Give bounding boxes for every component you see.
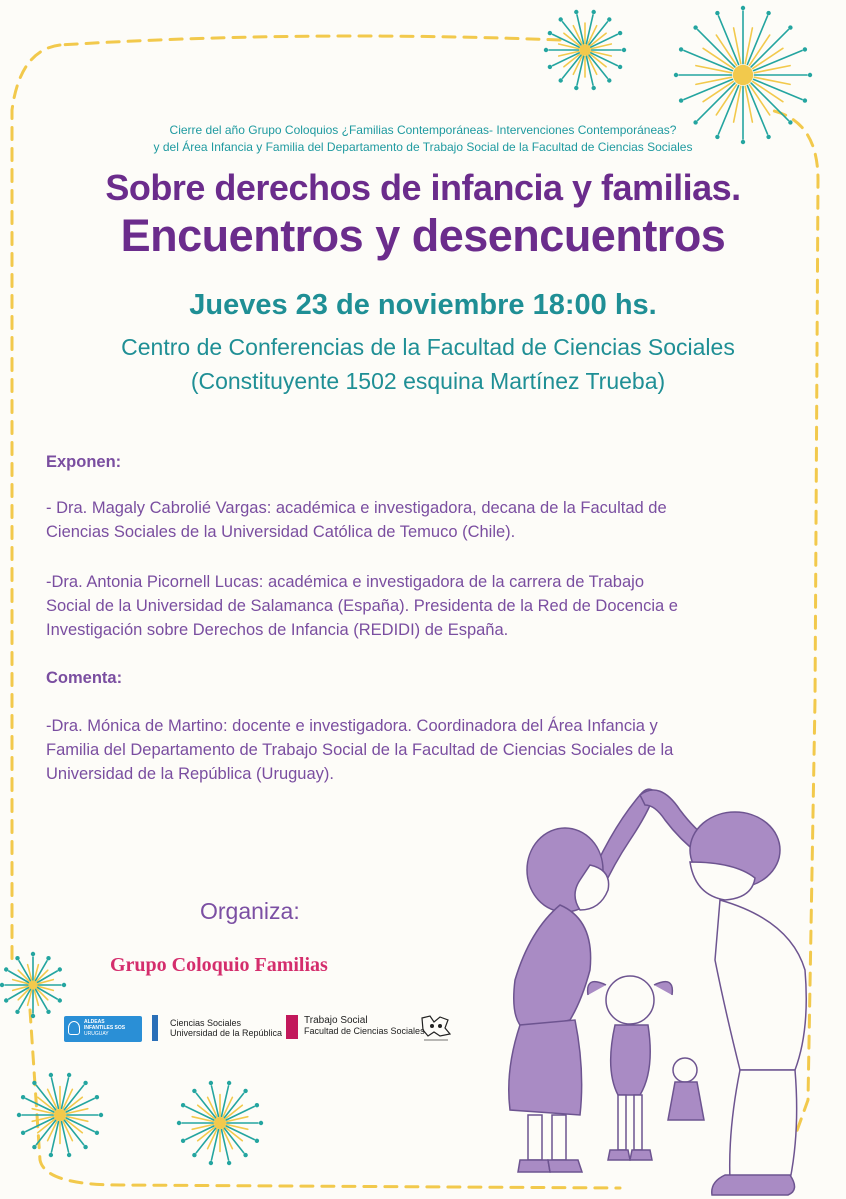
firework-dot [255,1139,259,1143]
commentator-heading: Comenta: [46,669,123,687]
firework-ray [754,66,790,73]
firework-dot [674,73,678,77]
firework-ray [734,28,741,64]
speakers-heading: Exponen: [46,453,122,471]
firework-dot [209,1161,213,1165]
firework-dot [21,1131,25,1135]
firework-dot [4,967,8,971]
title-line-2: Encuentros y desencuentros [120,210,726,261]
ts-line-1: Trabajo Social [304,1015,368,1026]
firework-decoration-bottom-left [15,1070,105,1160]
firework-dot [58,967,62,971]
speaker-2-line-1: -Dra. Antonia Picornell Lucas: académica e investigadora de la carrera de Trabajo [46,573,644,591]
firework-dot [766,11,770,15]
firework-dot [0,983,4,987]
firework-dot [58,998,62,1002]
cs-logo-bar [152,1015,158,1041]
firework-dot [548,31,552,35]
firework-dot [808,73,812,77]
firework-dot [181,1103,185,1107]
firework-ray [696,77,732,84]
ts-line-2: Facultad de Ciencias Sociales [304,1026,425,1036]
firework-center [579,44,591,56]
firework-dot [618,65,622,69]
firework-dot [46,956,50,960]
firework-dot [803,47,807,51]
firework-dot [227,1161,231,1165]
speaker-1-line-1: - Dra. Magaly Cabrolié Vargas: académica e investigadora, decana de la Facultad de [46,499,667,517]
firework-dot [67,1153,71,1157]
firework-center [214,1117,226,1129]
coloquio-logo [420,1014,452,1042]
firework-dot [31,952,35,956]
aldeas-sos-logo [64,1016,142,1042]
firework-dot [618,31,622,35]
aldeas-line-2: INFANTILES SOS [84,1025,126,1031]
firework-dot [693,25,697,29]
firework-ray [745,86,752,122]
firework-dot [255,1103,259,1107]
organizer-label: Organiza: [200,898,300,924]
firework-ray [734,86,741,122]
trabajo-social-logo [304,1016,425,1036]
firework-dot [15,1010,19,1014]
firework-dot [592,10,596,14]
firework-dot [4,998,8,1002]
firework-decoration-left [0,950,70,1020]
firework-dot [31,1014,35,1018]
firework-dot [679,47,683,51]
aldeas-line-1: ALDEAS [84,1019,105,1025]
firework-dot [259,1121,263,1125]
firework-center [54,1109,66,1121]
speaker-1-line-2: Ciencias Sociales de la Universidad Católica de Temuco (Chile). [46,523,516,541]
commentator-line-3: Universidad de la República (Uruguay). [46,765,334,783]
firework-dot [679,98,683,102]
organizer-name: Grupo Coloquio Familias [110,954,328,976]
ciencias-sociales-logo [170,1018,282,1038]
firework-dot [544,48,548,52]
firework-dot [67,1073,71,1077]
event-date: Jueves 23 de noviembre 18:00 hs. [189,289,657,321]
event-address: (Constituyente 1502 esquina Martínez Trueba) [190,368,666,394]
commentator-line-1: -Dra. Mónica de Martino: docente e investigadora. Coordinadora del Área Infancia y [46,717,658,735]
firework-dot [607,17,611,21]
firework-dot [243,1153,247,1157]
firework-dot [741,6,745,10]
event-venue: Centro de Conferencias de la Facultad de Ciencias Sociales [121,334,735,360]
firework-dot [574,86,578,90]
firework-dot [548,65,552,69]
firework-dot [243,1089,247,1093]
firework-dot [15,956,19,960]
firework-dot [192,1153,196,1157]
firework-dot [788,25,792,29]
firework-decoration-top [540,5,630,95]
firework-decoration-bottom [175,1078,265,1168]
intro-line-2: y del Área Infancia y Familia del Departamento de Trabajo Social de la Facultad de Ciencias Sociales [153,140,693,154]
firework-ray [745,28,752,64]
firework-dot [227,1081,231,1085]
firework-dot [559,78,563,82]
speaker-2-line-2: Social de la Universidad de Salamanca (España). Presidenta de la Red de Docencia e [46,597,678,615]
firework-dot [192,1089,196,1093]
speaker-2-line-3: Investigación sobre Derechos de Infancia (REDIDI) de España. [46,621,509,639]
intro-line-1: Cierre del año Grupo Coloquios ¿Familias Contemporáneas- Intervenciones Contemporáneas? [169,123,677,137]
firework-center [29,981,38,990]
cs-line-1: Ciencias Sociales [170,1018,242,1028]
firework-dot [49,1153,53,1157]
firework-dot [209,1081,213,1085]
firework-dot [46,1010,50,1014]
firework-dot [49,1073,53,1077]
firework-dot [21,1095,25,1099]
family-illustration [490,770,820,1199]
firework-dot [607,78,611,82]
firework-dot [559,17,563,21]
aldeas-line-3: URUGUAY [84,1031,109,1037]
firework-ray [696,66,732,73]
firework-dot [17,1113,21,1117]
ts-logo-mark [286,1015,298,1039]
aldeas-house-icon [68,1021,80,1035]
speaker-2 [46,570,796,642]
firework-dot [32,1145,36,1149]
firework-dot [99,1113,103,1117]
firework-dot [592,86,596,90]
firework-dot [95,1095,99,1099]
firework-dot [177,1121,181,1125]
speaker-1 [46,496,796,544]
firework-dot [95,1131,99,1135]
firework-dot [83,1081,87,1085]
title-line-1: Sobre derechos de infancia y familias. [105,167,741,208]
commentator-line-2: Familia del Departamento de Trabajo Social de la Facultad de Ciencias Sociales de la [46,741,674,759]
firework-dot [181,1139,185,1143]
firework-dot [62,983,66,987]
firework-dot [622,48,626,52]
intro-text [30,122,816,156]
firework-dot [574,10,578,14]
firework-dot [83,1145,87,1149]
firework-dot [803,98,807,102]
firework-dot [32,1081,36,1085]
cs-line-2: Universidad de la República [170,1028,283,1038]
firework-dot [715,11,719,15]
firework-center [733,65,753,85]
firework-ray [754,77,790,84]
